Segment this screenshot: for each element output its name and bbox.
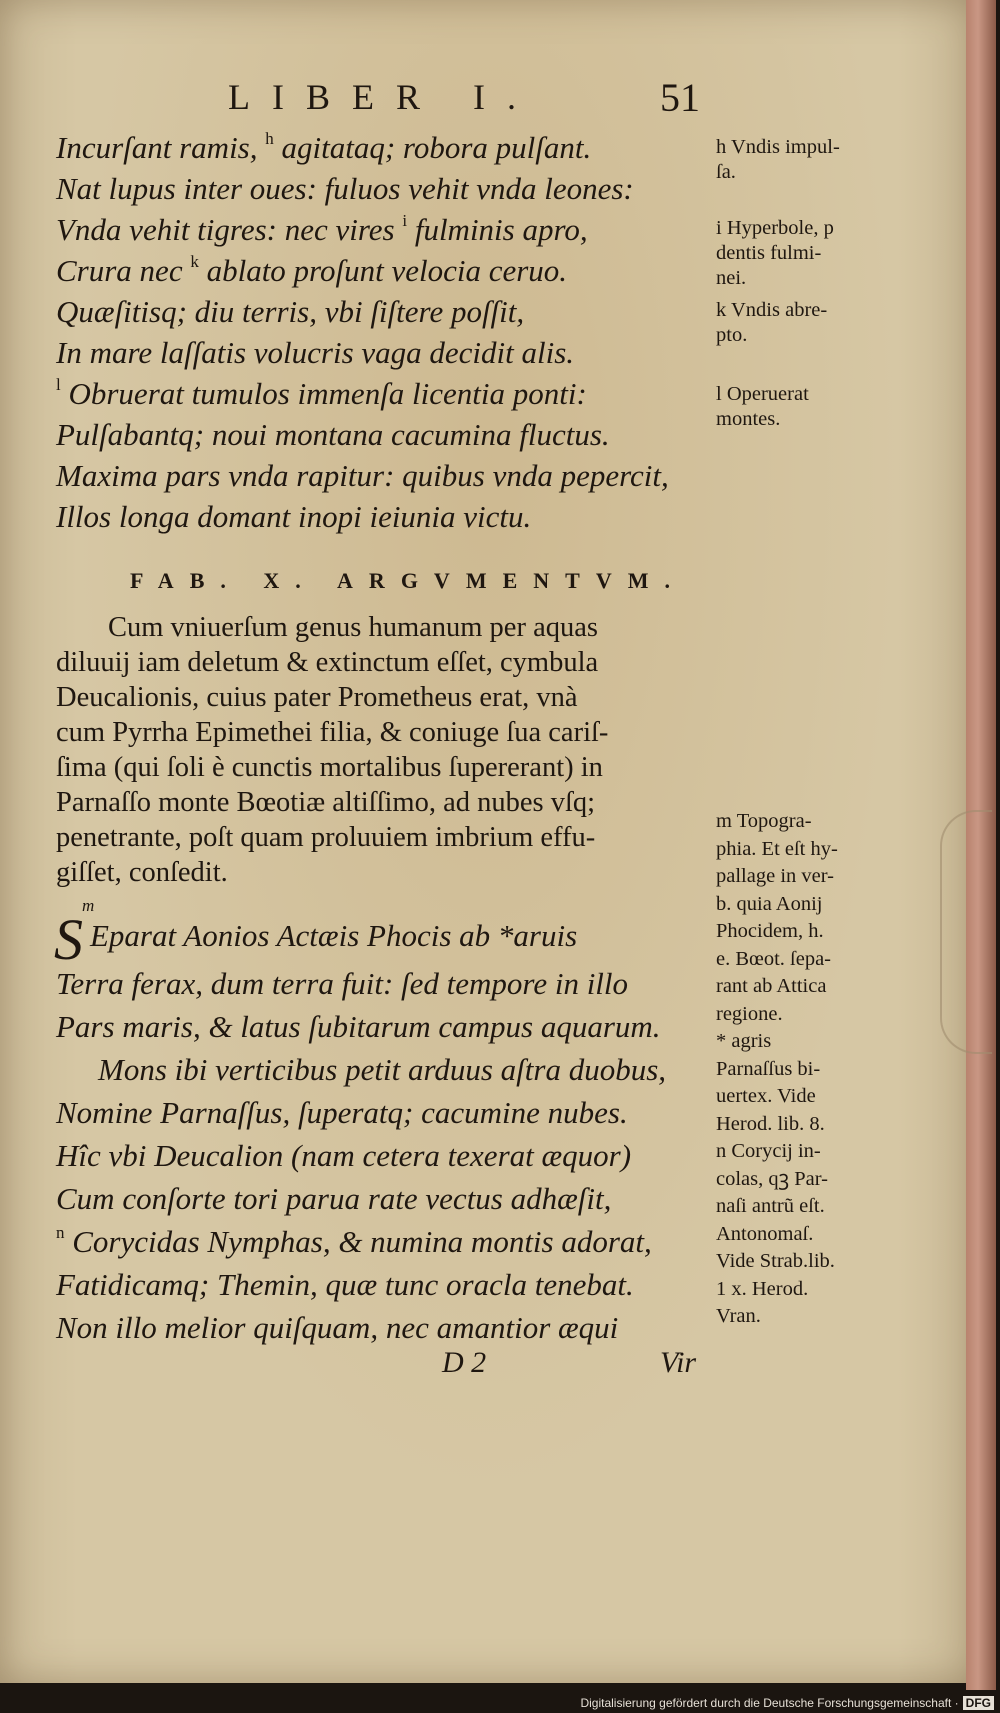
prose-line: Deucalionis, cuius pater Prometheus erat, vnà: [56, 682, 578, 713]
verse-line: Maxima pars vnda rapitur: quibus vnda pepercit,: [56, 458, 669, 493]
signature-mark: D 2: [442, 1346, 487, 1379]
margin-note-l: l Operuerat montes.: [716, 383, 809, 430]
verse-line: Cum conſorte tori parua rate vectus adhæſit,: [56, 1181, 612, 1216]
dropcap-note-marker: m: [82, 896, 95, 915]
folio-number: 51: [660, 75, 700, 120]
running-title: LIBER I.: [228, 77, 538, 117]
verse-line: Quæſitisq; diu terris, vbi ſiſtere poſſit,: [56, 294, 525, 329]
drop-cap: S: [54, 907, 83, 972]
dfg-logo: DFG: [963, 1696, 994, 1710]
margin-note-m-n: m Topogra- phia. Et eſt hy- pallage in ver- b. quia Aonij Phocidem, h. e. Bœot. ſepa- rant ab Attica regione. * agris Parnaſſus bi- uertex. Vide Herod. lib. 8. n Corycij in- colas, qꝫ Par- naſi antrũ eſt. Antonomaſ. Vide Strab.lib. 1 x. Herod. Vran.: [716, 810, 838, 1327]
verse-line: Fatidicamq; Themin, quæ tunc oracla tenebat.: [56, 1267, 634, 1302]
verse-line: Incurſant ramis, $^h$ agitataq; robora pulſant.: [56, 129, 592, 165]
verse-line: Mons ibi verticibus petit arduus aſtra duobus,: [98, 1052, 667, 1087]
verse-line: Nomine Parnaſſus, ſuperatq; cacumine nubes.: [56, 1095, 628, 1130]
margin-note-i: i Hyperbole, p dentis fulmi- nei.: [716, 217, 834, 289]
argument-heading: FAB. X. ARGVMENTVM.: [130, 568, 686, 593]
margin-note-k: k Vndis abre- pto.: [716, 299, 828, 346]
verse-line: $^n$ Corycidas Nymphas, & numina montis adorat,: [56, 1223, 652, 1259]
verse-line: In mare laſſatis volucris vaga decidit alis.: [56, 335, 575, 370]
page-tab-outline: [940, 810, 992, 1054]
verse-line: Vnda vehit tigres: nec vires $^i$ fulminis apro,: [56, 211, 588, 247]
margin-note-h: h Vndis impul- ſa.: [716, 136, 840, 183]
prose-line: cum Pyrrha Epimethei filia, & coniuge ſua cariſ-: [56, 717, 609, 748]
prose-line: penetrante, poſt quam proluuiem imbrium effu-: [56, 822, 596, 853]
verse-line: Non illo melior quiſquam, nec amantior æqui: [56, 1310, 619, 1345]
verse-line: Crura nec $^k$ ablato proſunt velocia ceruo.: [56, 252, 568, 288]
verse-line: Nat lupus inter oues: fuluos vehit vnda leones:: [56, 171, 634, 206]
verse-line: $^l$ Obruerat tumulos immenſa licentia ponti:: [56, 375, 587, 411]
verse-line: Pulſabantq; noui montana cacumina fluctus.: [56, 417, 610, 452]
verse-line: Hîc vbi Deucalion (nam cetera texerat æquor): [56, 1138, 632, 1173]
catchword: Vir: [660, 1346, 697, 1379]
prose-line: Cum vniuerſum genus humanum per aquas: [108, 612, 598, 643]
prose-line: Parnaſſo monte Bœotiæ altiſſimo, ad nubes vſq;: [56, 787, 596, 818]
verse-line: Terra ferax, dum terra fuit: ſed tempore in illo: [56, 966, 629, 1001]
prose-line: ſima (qui ſoli è cunctis mortalibus ſupererant) in: [56, 752, 603, 783]
prose-line: giſſet, conſedit.: [56, 857, 228, 888]
prose-line: diluuij iam deletum & extinctum eſſet, cymbula: [56, 647, 599, 678]
digitization-credit: Digitalisierung gefördert durch die Deutsche Forschungsgemeinschaft · DFG: [580, 1696, 994, 1710]
verse-line: Illos longa domant inopi ieiunia victu.: [56, 499, 532, 534]
verse-line: Eparat Aonios Actæis Phocis ab *aruis: [90, 918, 578, 953]
verse-line: Pars maris, & latus ſubitarum campus aquarum.: [56, 1009, 661, 1044]
